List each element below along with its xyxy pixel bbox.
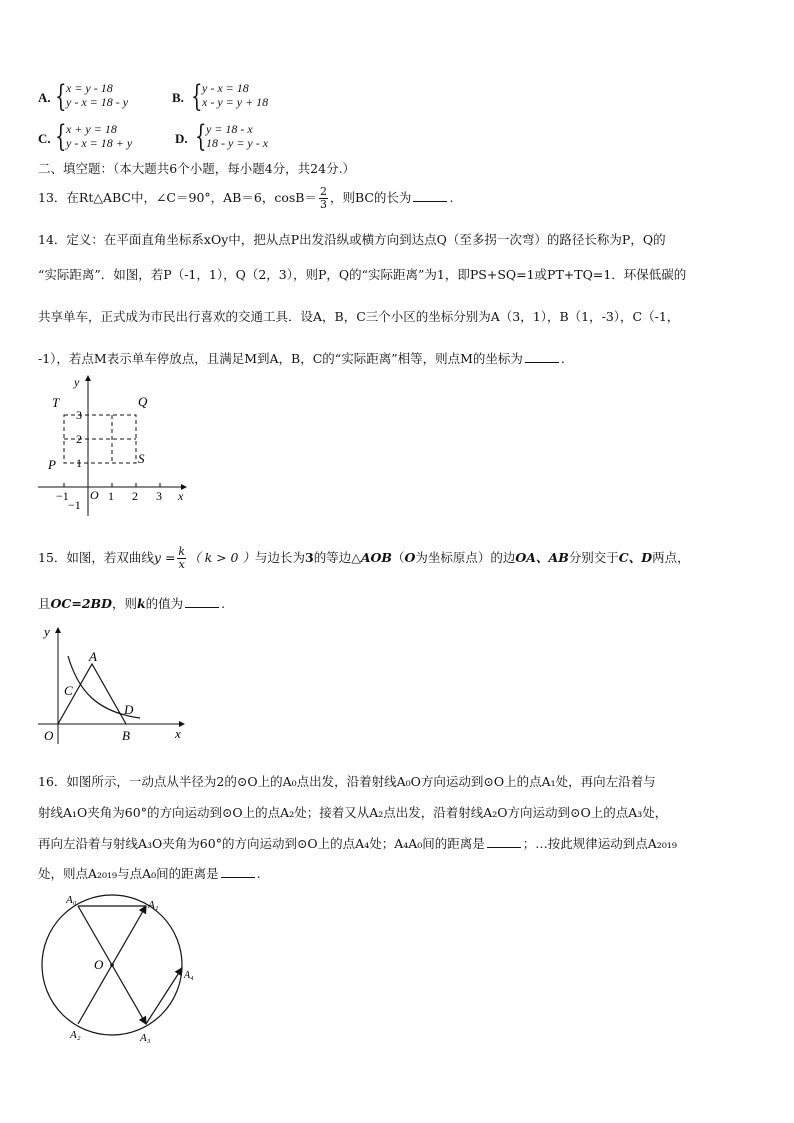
option-d-eq2: 18 - y = y - x [206, 136, 269, 150]
point-c-label: C [64, 683, 73, 698]
answer-blank[interactable] [221, 866, 255, 878]
q14-line3: 共享单车，正式成为市民出行喜欢的交通工具．设A，B，C三个小区的坐标分别为A（3，1），B（1，-3），C（-1， [38, 309, 680, 324]
q15-text: 与边长为 [255, 550, 306, 565]
answer-blank[interactable] [525, 351, 559, 363]
brace-icon: { [55, 79, 67, 114]
point-p-label: P [48, 457, 56, 472]
q15-k: k [136, 596, 146, 611]
q15-frac-num: k [178, 545, 186, 558]
origin-label: O [90, 488, 99, 502]
question-13 [38, 186, 453, 211]
q14-line2: “实际距离”．如图，若P（-1，1），Q（2，3），则P，Q的“实际距离”为1，即PS+SQ=1或PT+TQ=1．环保低碳的 [38, 267, 687, 282]
brace-icon: { [55, 119, 67, 154]
q14-line1: 14．定义：在平面直角坐标系xOy中，把从点P出发沿纵或横方向到达点Q（至多拐一次弯）的路径长称为P，Q的 [38, 232, 666, 247]
x-tick-label: 1 [108, 489, 114, 503]
figure-15-hyperbola-triangle [34, 622, 194, 747]
figure-16-circle-path [34, 888, 204, 1048]
q15-text: 15．如图，若双曲线 [38, 550, 154, 565]
point-a3-label: A₃ [140, 1032, 151, 1044]
option-a-label: A. [38, 90, 51, 105]
point-a0-label: A₀ [66, 894, 77, 906]
point-a2-label: A₂ [70, 1029, 81, 1041]
section-heading: 二、填空题：（本大题共6个小题，每小题4分，共24分.） [38, 161, 356, 176]
y-tick-label: 3 [76, 408, 82, 422]
q15-condition: （ k > 0 ） [188, 550, 255, 565]
question-15-line1 [38, 546, 690, 571]
q15-triangle: △AOB [351, 550, 392, 565]
q13-end: . [449, 190, 454, 205]
q16-line1: 16．如图所示，一动点从半径为2的⊙O上的A₀点出发，沿着射线A₀O方向运动到⊙O上的点A₁处，再向左沿着与 [38, 774, 656, 789]
point-b-label: B [122, 728, 130, 743]
point-a4-label: A₄ [184, 970, 194, 981]
option-b-label: B. [172, 90, 184, 105]
point-q-label: Q [138, 394, 148, 409]
option-a-eq1: x = y - 18 [66, 81, 113, 95]
point-s-label: S [138, 451, 145, 466]
q15-text: 且 [38, 596, 51, 611]
q14-end: . [560, 351, 565, 366]
brace-icon: { [191, 79, 203, 114]
answer-blank[interactable] [413, 190, 447, 202]
q15-text: （ [392, 550, 405, 565]
q15-text: ，则 [111, 596, 137, 611]
q15-o: O [404, 550, 416, 565]
y-axis-label: y [44, 624, 50, 639]
q15-end: . [221, 596, 226, 611]
point-a-label: A [89, 649, 97, 664]
q16-line4 [38, 864, 261, 882]
point-a1-label: A₁ [148, 899, 159, 911]
y-tick-label: −1 [68, 498, 81, 512]
q16-text: 处，则点A₂₀₁₉与点A₀间的距离是 [38, 866, 219, 881]
q15-text: 的值为 [145, 596, 184, 611]
y-tick-label: 1 [76, 456, 82, 470]
q13-text-post: ，则BC的长为 [329, 190, 412, 205]
dashed-grid [64, 415, 136, 463]
q15-y-eq: y = [153, 550, 176, 565]
q15-text: 的等边 [313, 550, 352, 565]
q15-side: 3 [305, 550, 314, 565]
origin-label: O [44, 728, 54, 743]
x-tick-label: 2 [132, 489, 138, 503]
answer-blank[interactable] [487, 836, 521, 848]
x-axis-label: x [178, 489, 184, 503]
question-15-line2 [38, 594, 225, 612]
option-d-eq1: y = 18 - x [206, 122, 253, 136]
figure-14-coordinate-grid [34, 370, 194, 520]
q15-text: 为坐标原点）的边 [415, 550, 516, 565]
center-label: O [94, 957, 104, 972]
x-tick-label: 3 [156, 489, 162, 503]
q15-edges: OA、AB [515, 550, 569, 565]
q16-text: 再向左沿着与射线A₃O夹角为60°的方向运动到⊙O上的点A₄处；A₄A₀间的距离是 [38, 836, 485, 851]
x-tick-label: −1 [56, 489, 69, 503]
q15-frac-den: x [178, 558, 185, 571]
brace-icon: { [195, 119, 207, 154]
option-b-eq1: y - x = 18 [202, 81, 249, 95]
q13-frac-den: 3 [319, 198, 327, 211]
q15-points: C、D [618, 550, 653, 565]
option-b-eq2: x - y = y + 18 [202, 95, 269, 109]
option-d-label: D. [175, 131, 188, 146]
option-c-eq2: y - x = 18 + y [66, 136, 133, 150]
center-point [110, 963, 114, 967]
option-a-eq2: y - x = 18 - y [66, 95, 129, 109]
option-c-eq1: x + y = 18 [66, 122, 117, 136]
option-c-label: C. [38, 131, 51, 146]
q16-line2: 射线A₁O夹角为60°的方向运动到⊙O上的点A₂处；接着又从A₂点出发，沿着射线A₂O方向运动到⊙O上的点A₃处， [38, 805, 668, 820]
y-tick-label: 2 [76, 432, 82, 446]
q15-text: 分别交于 [568, 550, 619, 565]
point-t-label: T [52, 395, 60, 410]
x-axis-label: x [175, 726, 181, 741]
q15-condition-2: OC=2BD [50, 596, 112, 611]
q16-text: ；…按此规律运动到点A₂₀₁₉ [522, 836, 677, 851]
q15-text: 两点， [652, 550, 690, 565]
y-axis-label: y [74, 375, 80, 389]
q14-line4-text: -1），若点M表示单车停放点，且满足M到A，B，C的“实际距离”相等，则点M的坐标为 [38, 351, 523, 366]
q13-fraction [319, 186, 328, 211]
answer-blank[interactable] [185, 596, 219, 608]
q13-text: 13．在Rt△ABC中，∠C＝90°，AB＝6，cosB＝ [38, 190, 317, 205]
q15-fraction [177, 546, 186, 571]
q13-frac-num: 2 [319, 185, 327, 198]
q16-line3 [38, 834, 677, 852]
path-segment [146, 968, 182, 1024]
point-d-label: D [124, 702, 134, 717]
q16-end: . [256, 866, 261, 881]
q14-line4 [38, 349, 565, 367]
